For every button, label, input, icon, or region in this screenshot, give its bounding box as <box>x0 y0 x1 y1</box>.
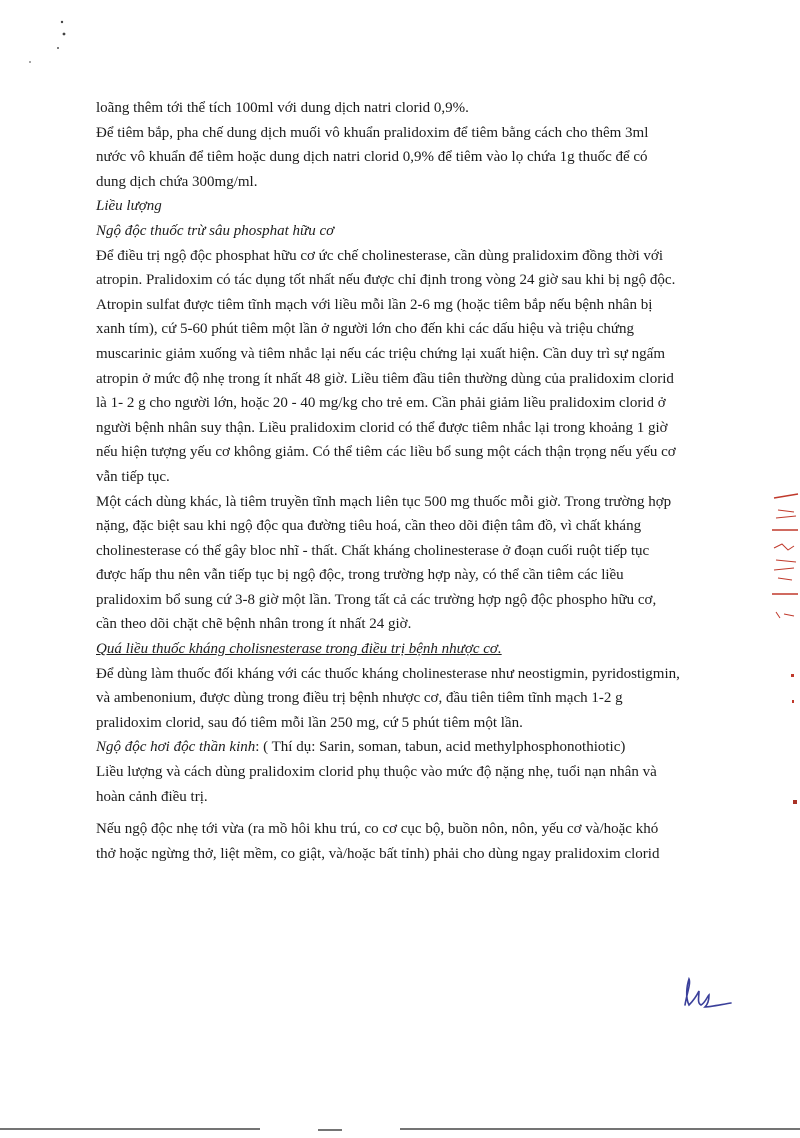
margin-marks <box>786 660 800 820</box>
scan-specks <box>0 0 800 80</box>
text-line: thở hoặc ngừng thở, liệt mềm, co giật, và/hoặc bất tỉnh) phải cho dùng ngay pralidoxim clorid <box>96 845 660 862</box>
document-page <box>96 96 736 866</box>
text-line: Liều lượng và cách dùng pralidoxim clorid phụ thuộc vào mức độ nặng nhẹ, tuổi nạn nhân và <box>96 764 657 781</box>
text-line: muscarinic giảm xuống và tiêm nhắc lại nếu các triệu chứng lại xuất hiện. Cần duy trì sự ngấm <box>96 345 666 362</box>
text-line: Nếu ngộ độc nhẹ tới vừa (ra mồ hôi khu trú, co cơ cục bộ, buồn nôn, nôn, yếu cơ và/hoặc khó <box>96 821 659 838</box>
red-stamp-fragment <box>764 490 800 640</box>
text-line <box>96 735 736 760</box>
text-line: cholinesterase có thể gây bloc nhĩ - thất. Chất kháng cholinesterase ở đoạn cuối ruột tiếp tục <box>96 542 650 559</box>
text-line: là 1- 2 g cho người lớn, hoặc 20 - 40 mg/kg cho trẻ em. Cần phải giảm liều pralidoxim clorid ở <box>96 395 666 412</box>
text-line: nước vô khuẩn để tiêm hoặc dung dịch natri clorid 0,9% để tiêm vào lọ chứa 1g thuốc để có <box>96 149 648 166</box>
text-line: Để dùng làm thuốc đối kháng với các thuốc kháng cholinesterase như neostigmin, pyridostigmin, <box>96 665 680 682</box>
text-line: cần theo dõi chặt chẽ bệnh nhân trong ít nhất 24 giờ. <box>96 616 412 633</box>
text-line: được hấp thu nên vẫn tiếp tục bị ngộ độc, trong trường hợp này, có thể cần tiêm các liều <box>96 567 624 584</box>
text-line: atropin. Pralidoxim có tác dụng tốt nhất nếu được chỉ định trong vòng 24 giờ sau khi bị ngộ độc. <box>96 272 676 289</box>
document-body <box>96 96 736 866</box>
bottom-rule <box>0 1120 800 1126</box>
text-line: Một cách dùng khác, là tiêm truyền tĩnh mạch liên tục 500 mg thuốc mỗi giờ. Trong trường hợp <box>96 493 672 510</box>
heading-examples: : ( Thí dụ: Sarin, soman, tabun, acid methylphosphonothiotic) <box>255 739 626 756</box>
text-line: xanh tím), cứ 5-60 phút tiêm một lần ở người lớn cho đến khi các dấu hiệu và triệu chứng <box>96 321 635 338</box>
section-heading: Ngộ độc thuốc trừ sâu phosphat hữu cơ <box>96 222 335 239</box>
text-line: atropin ở mức độ nhẹ trong ít nhất 48 giờ. Liều tiêm đầu tiên thường dùng của pralidoxim clorid <box>96 370 674 387</box>
signature-initials <box>675 975 735 1015</box>
text-line: nếu hiện tượng yếu cơ không giảm. Có thể tiêm các liều bổ sung một cách thận trọng nếu yếu cơ <box>96 444 676 461</box>
text-line: pralidoxim clorid, sau đó tiêm mỗi lần 250 mg, cứ 5 phút tiêm một lần. <box>96 714 523 731</box>
text-line: hoàn cảnh điều trị. <box>96 788 208 805</box>
section-heading: Liều lượng <box>96 198 162 215</box>
text-line: vẫn tiếp tục. <box>96 468 170 485</box>
text-line: pralidoxim bổ sung cứ 3-8 giờ một lần. Trong tất cả các trường hợp ngộ độc phospho hữu cơ, <box>96 591 657 608</box>
text-line: Để điều trị ngộ độc phosphat hữu cơ ức chế cholinesterase, cần dùng pralidoxim đồng thời với <box>96 247 664 264</box>
text-line: Để tiêm bắp, pha chế dung dịch muối vô khuẩn pralidoxim để tiêm bằng cách cho thêm 3ml <box>96 124 649 141</box>
text-line: loãng thêm tới thể tích 100ml với dung dịch natri clorid 0,9%. <box>96 100 469 116</box>
text-line: dung dịch chứa 300mg/ml. <box>96 173 258 190</box>
section-heading: Quá liều thuốc kháng cholisnesterase trong điều trị bệnh nhược cơ. <box>96 641 502 658</box>
paragraph-spacer <box>96 809 736 817</box>
text-line: người bệnh nhân suy thận. Liều pralidoxim clorid có thể được tiêm nhắc lại trong khoảng 1 giờ <box>96 419 668 436</box>
text-line: Atropin sulfat được tiêm tĩnh mạch với liều mỗi lần 2-6 mg (hoặc tiêm bắp nếu bệnh nhân bị <box>96 296 653 313</box>
text-line: và ambenonium, được dùng trong điều trị bệnh nhược cơ, đầu tiên tiêm tĩnh mạch 1-2 g <box>96 690 623 707</box>
text-line: nặng, đặc biệt sau khi ngộ độc qua đường tiêu hoá, cần theo dõi điện tâm đồ, vì chất kháng <box>96 518 642 535</box>
italic-heading: Ngộ độc hơi độc thần kinh <box>96 739 256 756</box>
